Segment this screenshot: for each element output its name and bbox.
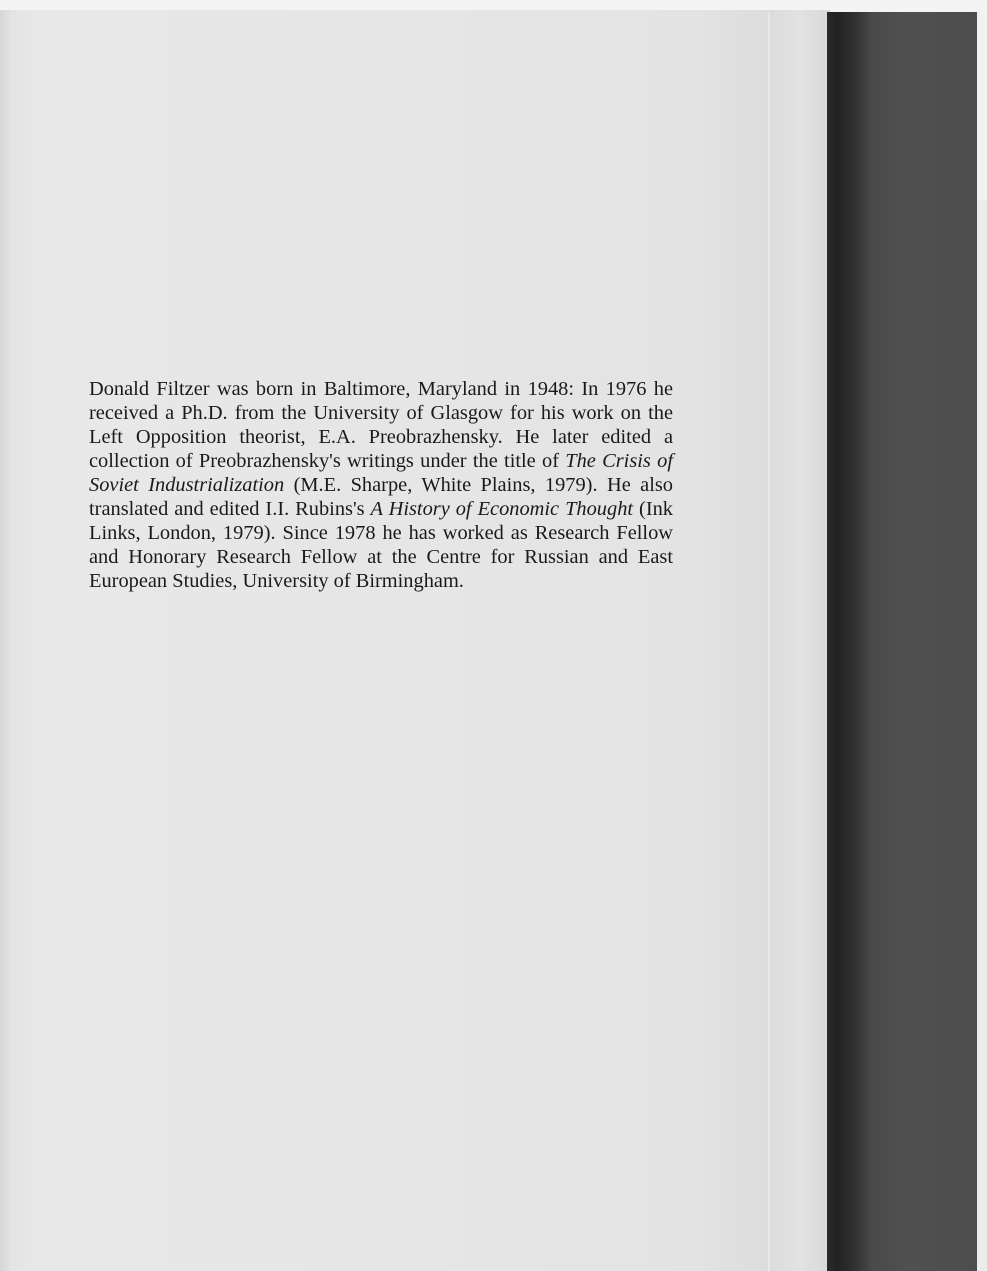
bio-text-1: Donald Filtzer was born in Baltimore, Maryland in 1948: In 1976 he received a Ph.D. from the University of Glasgow for his work on the Left Opposition theorist, E.A. Preobrazhensky. He later edited a collection of Preobrazhensky's writings under the title of bbox=[89, 378, 673, 472]
bio-text-2: (M.E. Sharpe, White Plains, 1979). He also translated and edited I.I. Rubins's bbox=[89, 474, 674, 520]
scan-right-border bbox=[977, 200, 987, 1271]
book-page bbox=[0, 10, 830, 1271]
author-biography bbox=[89, 377, 673, 593]
bio-paragraph bbox=[89, 377, 673, 593]
book-title-history: A History of Economic Thought bbox=[370, 498, 634, 520]
bio-text-3: (Ink Links, London, 1979). Since 1978 he has worked as Research Fellow and Honorary Research Fellow at the Centre for Russian and East European Studies, University of Birmingham. bbox=[89, 498, 674, 592]
page-edge-line bbox=[768, 12, 770, 1271]
book-title-crisis: The Crisis of Soviet Industrialization bbox=[89, 450, 673, 496]
book-spine-shadow bbox=[827, 12, 977, 1271]
